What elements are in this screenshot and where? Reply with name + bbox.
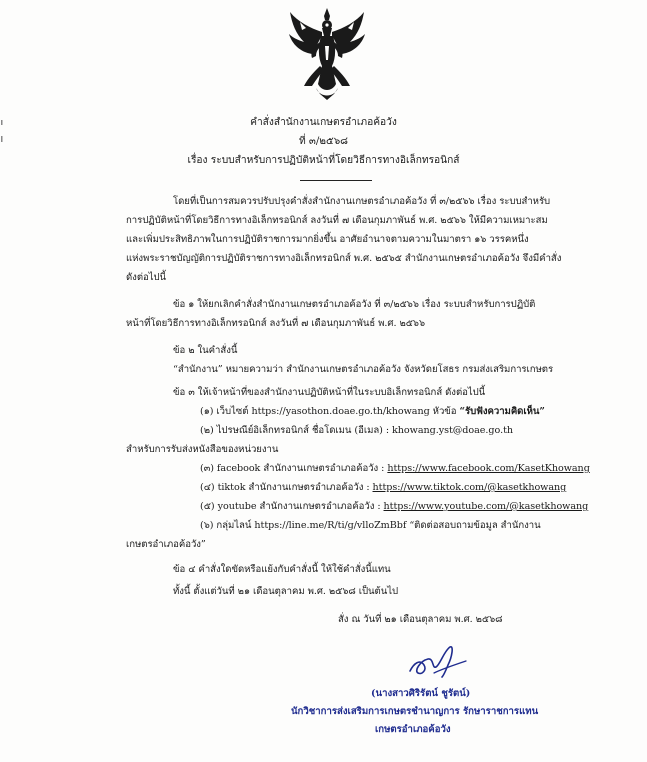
youtube-link[interactable]: https://www.youtube.com/@kasetkhowang [383,501,589,512]
clause-1-line: หน้าที่โดยวิธีการทางอิเล็กทรอนิกส์ ลงวันที่ ๗ เดือนกุมภาพันธ์ พ.ศ. ๒๕๖๖ [126,318,426,329]
preamble-line: ดังต่อไปนี้ [126,272,167,283]
clause-3-item-6: (๖) กลุ่มไลน์ https://line.me/R/ti/g/vlloZmBbf “ติดต่อสอบถามข้อมูล สำนักงาน [200,520,541,531]
clause-3-item-3 [200,461,590,476]
clause-2-definition: “สำนักงาน” หมายความว่า สำนักงานเกษตรอำเภอค้อวัง จังหวัดยโสธร กรมส่งเสริมการเกษตร [173,364,554,375]
clause-2-heading: ข้อ ๒ ในคำสั่งนี้ [173,345,238,356]
preamble-line: และเพิ่มประสิทธิภาพในการปฏิบัติราชการมากยิ่งขึ้น อาศัยอำนาจตามความในมาตรา ๑๖ วรรคหนึ่ง [126,234,529,245]
clause-1-line: ข้อ ๑ ให้ยกเลิกคำสั่งสำนักงานเกษตรอำเภอค้อวัง ที่ ๓/๒๕๖๖ เรื่อง ระบบสำหรับการปฏิบัติ [173,299,536,310]
clause-3-item-6-cont: เกษตรอำเภอค้อวัง” [126,539,206,550]
ordered-date: สั่ง ณ วันที่ ๒๑ เดือนตุลาคม พ.ศ. ๒๕๖๘ [338,614,503,625]
preamble-line: โดยที่เป็นการสมควรปรับปรุงคำสั่งสำนักงานเกษตรอำเภอค้อวัง ที่ ๓/๒๕๖๖ เรื่อง ระบบสำหรับ [173,196,551,207]
signature-icon [404,643,470,681]
order-number: ที่ ๓/๒๕๖๘ [298,136,349,147]
effective-date: ทั้งนี้ ตั้งแต่วันที่ ๒๑ เดือนตุลาคม พ.ศ. ๒๕๖๘ เป็นต้นไป [173,586,399,597]
preamble-line: การปฏิบัติหน้าที่โดยวิธีการทางอิเล็กทรอนิกส์ ลงวันที่ ๗ เดือนกุมภาพันธ์ พ.ศ. ๒๕๖๖ ให้มีความเหมาะสม [126,215,548,226]
facebook-link[interactable]: https://www.facebook.com/KasetKhowang [387,463,590,474]
receive-heading: สำหรับการรับส่งหนังสือของหน่วยงาน [126,444,279,455]
clause-3-item-2: (๒) ไปรษณีย์อิเล็กทรอนิกส์ ชื่อโดเมน (อีเมล) : khowang.yst@doae.go.th [200,425,513,436]
document-title: คำสั่งสำนักงานเกษตรอำเภอค้อวัง [250,117,397,128]
clause-3-item-4 [200,480,566,495]
order-subject: เรื่อง ระบบสำหรับการปฏิบัติหน้าที่โดยวิธีการทางอิเล็กทรอนิกส์ [187,155,460,166]
clause-3-item-1 [200,404,545,419]
item-5-text: (๕) youtube สำนักงานเกษตรอำเภอค้อวัง : [200,501,384,512]
clause-4: ข้อ ๔ คำสั่งใดขัดหรือแย้งกับคำสั่งนี้ ให้ใช้คำสั่งนี้แทน [173,564,391,575]
signatory-name: (นางสาวศิริรัตน์ ชูรัตน์) [371,688,471,699]
clause-3-item-5 [200,499,588,514]
signatory-position: นักวิชาการส่งเสริมการเกษตรชำนาญการ รักษาราชการแทน [291,706,539,717]
signatory-office: เกษตรอำเภอค้อวัง [375,724,451,735]
tiktok-link[interactable]: https://www.tiktok.com/@kasetkhowang [372,482,567,493]
heading-divider [300,180,372,181]
item-3-text: (๓) facebook สำนักงานเกษตรอำเภอค้อวัง : [200,463,388,474]
preamble-line: แห่งพระราชบัญญัติการปฏิบัติราชการทางอิเล็กทรอนิกส์ พ.ศ. ๒๕๖๕ สำนักงานเกษตรอำเภอค้อวัง จึงมีคำสั่ง [126,253,562,264]
item-1-text: (๑) เว็บไซต์ https://yasothon.doae.go.th/khowang หัวข้อ [200,406,460,417]
item-4-text: (๔) tiktok สำนักงานเกษตรอำเภอค้อวัง : [200,482,373,493]
item-1-topic: “รับฟังความคิดเห็น” [459,406,545,417]
garuda-emblem-icon [286,6,368,102]
clause-3-heading: ข้อ ๓ ให้เจ้าหน้าที่ของสำนักงานปฏิบัติหน้าที่ในระบบอิเล็กทรอนิกส์ ดังต่อไปนี้ [173,387,486,398]
